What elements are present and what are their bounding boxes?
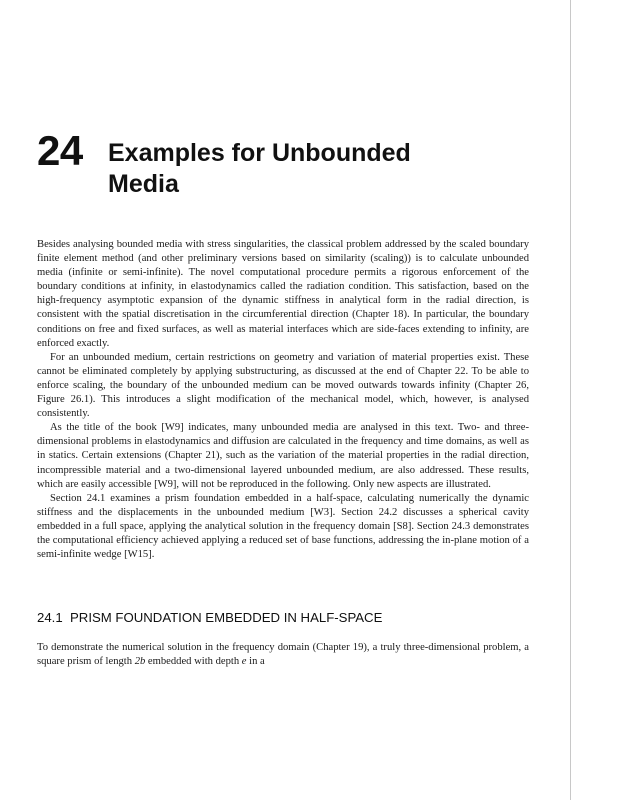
page-edge xyxy=(570,0,571,800)
paragraph: Besides analysing bounded media with stress singularities, the classical problem addressed by the scaled boundary finite element method (and other preliminary versions based on similarity (scaling)) is to calculate unbounded media (infinite or semi-infinite). The novel computational procedure permits a rigorous enforcement of the boundary conditions at infinity, in elastodynamics called the radiation condition. This satisfaction, based on the high-frequency asymptotic expansion of the dynamic stiffness in analytical form in the radial direction, is consistent with the spatial discretisation in the circumferential direction (Chapter 18). In particular, the boundary conditions on free and fixed surfaces, as well as material interfaces which are side-faces extending to infinity, are enforced exactly. xyxy=(37,239,529,349)
paragraph: As the title of the book [W9] indicates, many unbounded media are analysed in this text. Two- and three-dimensional problems in elastodynamics and diffusion are calculated in the frequency and time domains, as well as in statics. Certain extensions (Chapter 21), such as the variation of the material properties in the radial direction, incompressible material and a two-dimensional layered unbounded medium, are also addressed. These results, which are easily accessible [W9], will not be reproduced in the following. Only new aspects are illustrated. xyxy=(37,422,529,490)
paragraph-text: embedded with depth xyxy=(145,656,242,668)
intro-text xyxy=(37,238,529,562)
section-number: 24.1 xyxy=(37,610,63,625)
paragraph: For an unbounded medium, certain restrictions on geometry and variation of material properties exist. These cannot be eliminated completely by applying substructuring, as discussed at the end of Chapter 22. To be able to enforce scaling, the boundary of the unbounded medium can be moved outwards towards infinity (Chapter 26, Figure 26.1). This introduces a slight modification of the mechanical model, which, however, is analysed consistently. xyxy=(37,351,529,420)
chapter-title: Examples for Unbounded Media xyxy=(108,139,411,198)
section-title: PRISM FOUNDATION EMBEDDED IN HALF-SPACE xyxy=(70,610,383,625)
chapter-number: 24 xyxy=(37,127,83,174)
paragraph: Section 24.1 examines a prism foundation embedded in a half-space, calculating numerically the dynamic stiffness and the displacements in the unbounded medium [W3]. Section 24.2 discusses a spherical cavity embedded in a full space, applying the analytical solution in the frequency domain [S8]. Section 24.3 demonstrates the computational efficiency achieved applying a reduced set of base functions, addressing the in-plane motion of a semi-infinite wedge [W15]. xyxy=(37,492,529,561)
math-variable: 2b xyxy=(134,656,146,668)
paragraph xyxy=(37,641,529,669)
math-variable: e xyxy=(241,656,247,668)
section-heading xyxy=(37,610,537,626)
paragraph-text: To demonstrate the numerical solution in the frequency domain (Chapter 19), a truly three-dimensional problem, a square prism of length xyxy=(37,642,529,668)
section-text xyxy=(37,641,529,669)
paragraph-text: in a xyxy=(246,656,265,668)
